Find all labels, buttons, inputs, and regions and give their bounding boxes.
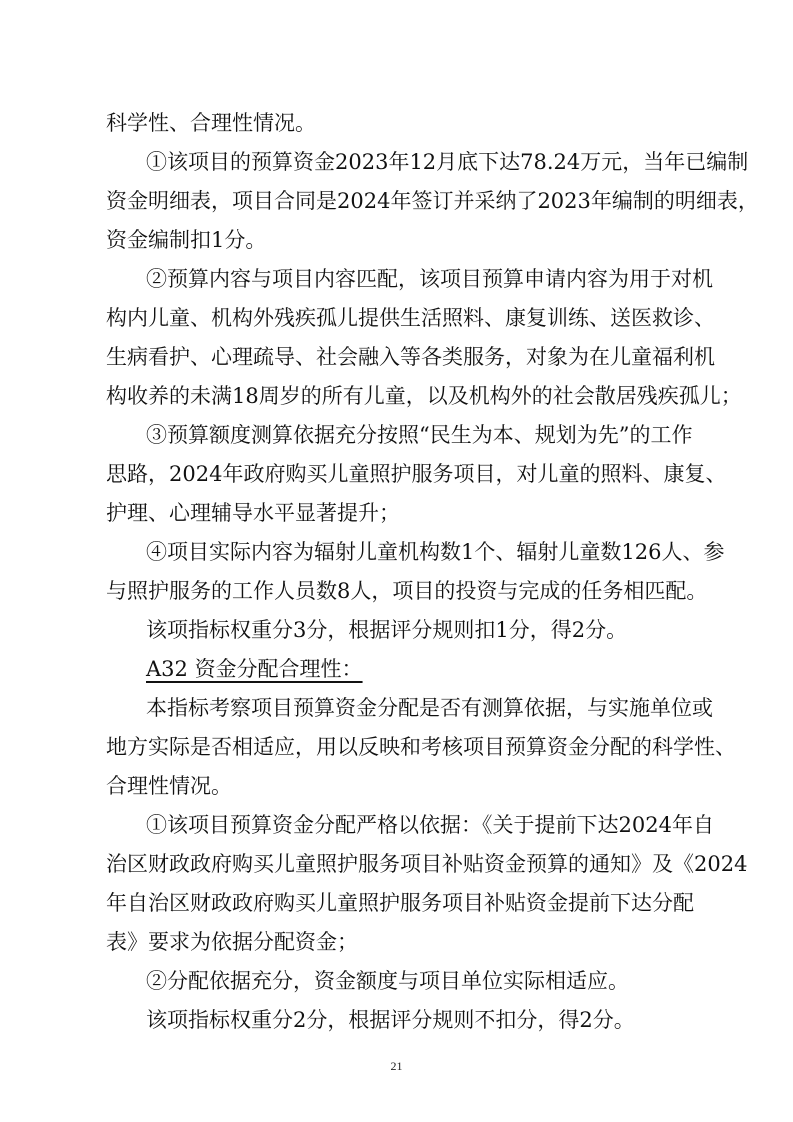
text-line: 表》要求为依据分配资金； <box>106 930 358 954</box>
text-line: 地方实际是否相适应，用以反映和考核项目预算资金分配的科学性、 <box>106 735 736 759</box>
text-line: 本指标考察项目预算资金分配是否有测算依据，与实施单位或 <box>146 696 713 720</box>
text-line: ①该项目的预算资金2023年12月底下达78.24万元，当年已编制 <box>146 150 749 174</box>
text-line: 资金编制扣1分。 <box>106 228 267 252</box>
text-line: 治区财政政府购买儿童照护服务项目补贴资金预算的通知》及《2024 <box>106 852 748 876</box>
text-line: 生病看护、心理疏导、社会融入等各类服务，对象为在儿童福利机 <box>106 345 715 369</box>
text-line: 科学性、合理性情况。 <box>106 111 316 135</box>
text-line: 年自治区财政政府购买儿童照护服务项目补贴资金提前下达分配 <box>106 891 694 915</box>
text-line: 构内儿童、机构外残疾孤儿提供生活照料、康复训练、送医救诊、 <box>106 306 715 330</box>
text-line: ④项目实际内容为辐射儿童机构数1个、辐射儿童数126人、参 <box>146 540 725 564</box>
text-line: ③预算额度测算依据充分按照“民生为本、规划为先”的工作 <box>146 423 693 447</box>
text-line: 该项指标权重分3分，根据评分规则扣1分，得2分。 <box>146 618 628 642</box>
text-line: ②分配依据充分，资金额度与项目单位实际相适应。 <box>146 969 629 993</box>
text-line: 构收养的未满18周岁的所有儿童，以及机构外的社会散居残疾孤儿； <box>106 384 742 408</box>
page-number: 21 <box>390 1059 403 1073</box>
text-line: ②预算内容与项目内容匹配，该项目预算申请内容为用于对机 <box>146 267 713 291</box>
section-heading <box>146 654 690 684</box>
text-line: 合理性情况。 <box>106 774 232 798</box>
text-line-last: 该项指标权重分2分，根据评分规则不扣分，得2分。 <box>146 1008 635 1032</box>
text-line: 与照护服务的工作人员数8人，项目的投资与完成的任务相匹配。 <box>106 579 708 603</box>
text-line: ①该项目预算资金分配严格以依据：《关于提前下达2024年自 <box>146 813 714 837</box>
section-heading-text: A32 资金分配合理性： <box>146 657 363 681</box>
text-line: 思路，2024年政府购买儿童照护服务项目，对儿童的照料、康复、 <box>106 462 727 486</box>
text-line: 资金明细表，项目合同是2024年签订并采纳了2023年编制的明细表， <box>106 189 759 213</box>
text-line: 护理、心理辅导水平显著提升； <box>106 501 400 525</box>
